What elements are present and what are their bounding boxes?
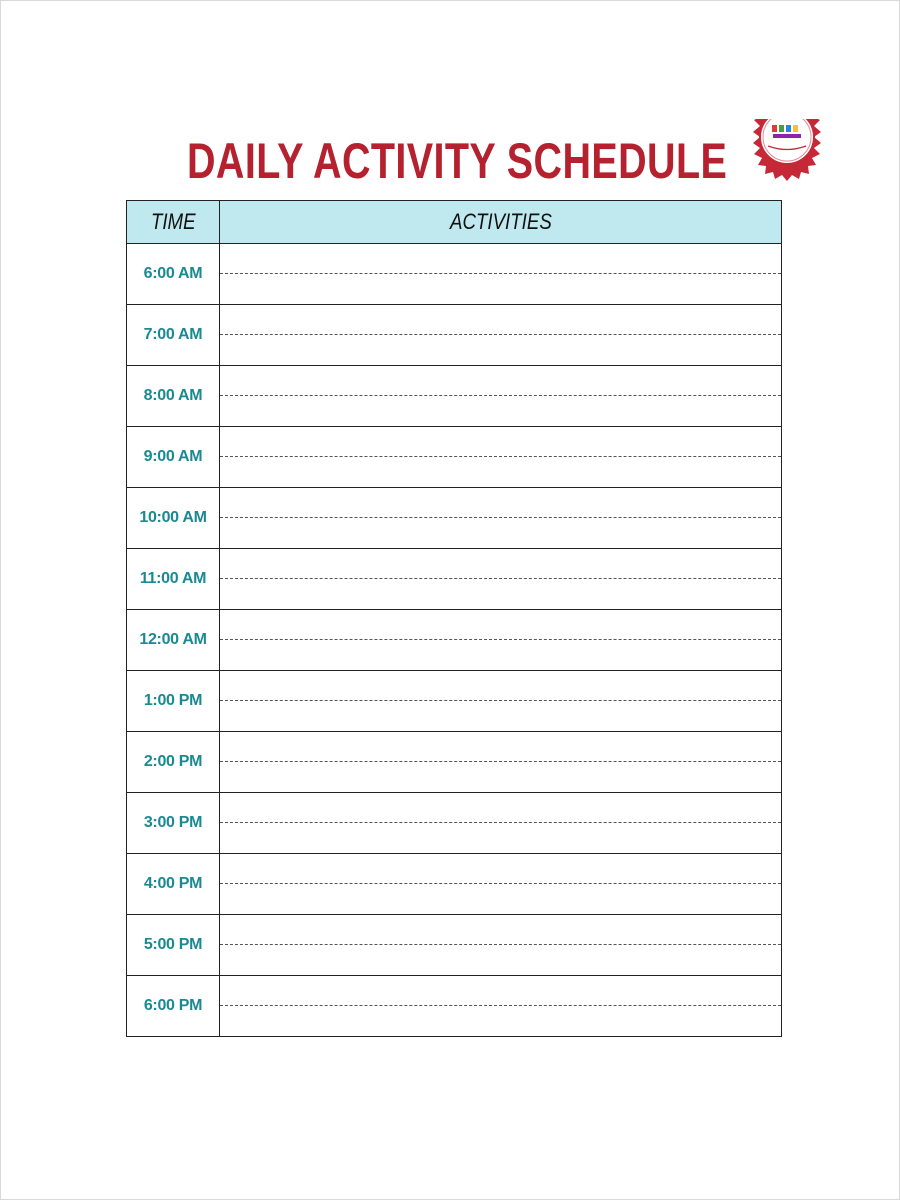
table-header-row xyxy=(127,201,782,244)
table-row xyxy=(127,366,782,427)
activity-guide-line xyxy=(220,549,781,579)
activity-cell[interactable] xyxy=(220,793,782,854)
activity-cell[interactable] xyxy=(220,244,782,305)
activity-guide-line xyxy=(220,793,781,823)
table-row xyxy=(127,488,782,549)
time-cell: 9:00 AM xyxy=(127,427,220,488)
time-cell: 8:00 AM xyxy=(127,366,220,427)
activities-column-label: ACTIVITIES xyxy=(449,209,552,234)
activity-guide-line xyxy=(220,915,781,945)
activity-cell[interactable] xyxy=(220,854,782,915)
table-row xyxy=(127,854,782,915)
time-column-label: TIME xyxy=(150,209,196,234)
table-row xyxy=(127,793,782,854)
activity-cell[interactable] xyxy=(220,671,782,732)
table-row xyxy=(127,915,782,976)
activity-cell[interactable] xyxy=(220,366,782,427)
table-row xyxy=(127,549,782,610)
activity-guide-line xyxy=(220,671,781,701)
time-column-header xyxy=(127,201,220,244)
activity-cell[interactable] xyxy=(220,549,782,610)
activity-cell[interactable] xyxy=(220,427,782,488)
table-row xyxy=(127,976,782,1037)
activity-cell[interactable] xyxy=(220,488,782,549)
time-cell: 4:00 PM xyxy=(127,854,220,915)
table-row xyxy=(127,305,782,366)
activity-guide-line xyxy=(220,488,781,518)
activity-cell[interactable] xyxy=(220,976,782,1037)
time-cell: 6:00 AM xyxy=(127,244,220,305)
table-row xyxy=(127,732,782,793)
time-cell: 11:00 AM xyxy=(127,549,220,610)
activity-guide-line xyxy=(220,854,781,884)
activity-cell[interactable] xyxy=(220,305,782,366)
time-cell: 2:00 PM xyxy=(127,732,220,793)
activity-cell[interactable] xyxy=(220,915,782,976)
time-cell: 1:00 PM xyxy=(127,671,220,732)
activity-cell[interactable] xyxy=(220,610,782,671)
activity-guide-line xyxy=(220,976,781,1006)
time-cell: 5:00 PM xyxy=(127,915,220,976)
table-row xyxy=(127,244,782,305)
time-cell: 10:00 AM xyxy=(127,488,220,549)
time-cell: 6:00 PM xyxy=(127,976,220,1037)
table-row xyxy=(127,427,782,488)
activity-guide-line xyxy=(220,244,781,274)
activity-guide-line xyxy=(220,610,781,640)
seal-logo xyxy=(742,119,832,181)
time-cell: 7:00 AM xyxy=(127,305,220,366)
page-title: DAILY ACTIVITY SCHEDULE xyxy=(187,133,728,189)
activity-guide-line xyxy=(220,732,781,762)
time-cell: 3:00 PM xyxy=(127,793,220,854)
activity-guide-line xyxy=(220,427,781,457)
activity-guide-line xyxy=(220,305,781,335)
activities-column-header xyxy=(220,201,782,244)
table-row xyxy=(127,671,782,732)
schedule-table xyxy=(126,200,782,1037)
activity-guide-line xyxy=(220,366,781,396)
table-row xyxy=(127,610,782,671)
time-cell: 12:00 AM xyxy=(127,610,220,671)
activity-cell[interactable] xyxy=(220,732,782,793)
